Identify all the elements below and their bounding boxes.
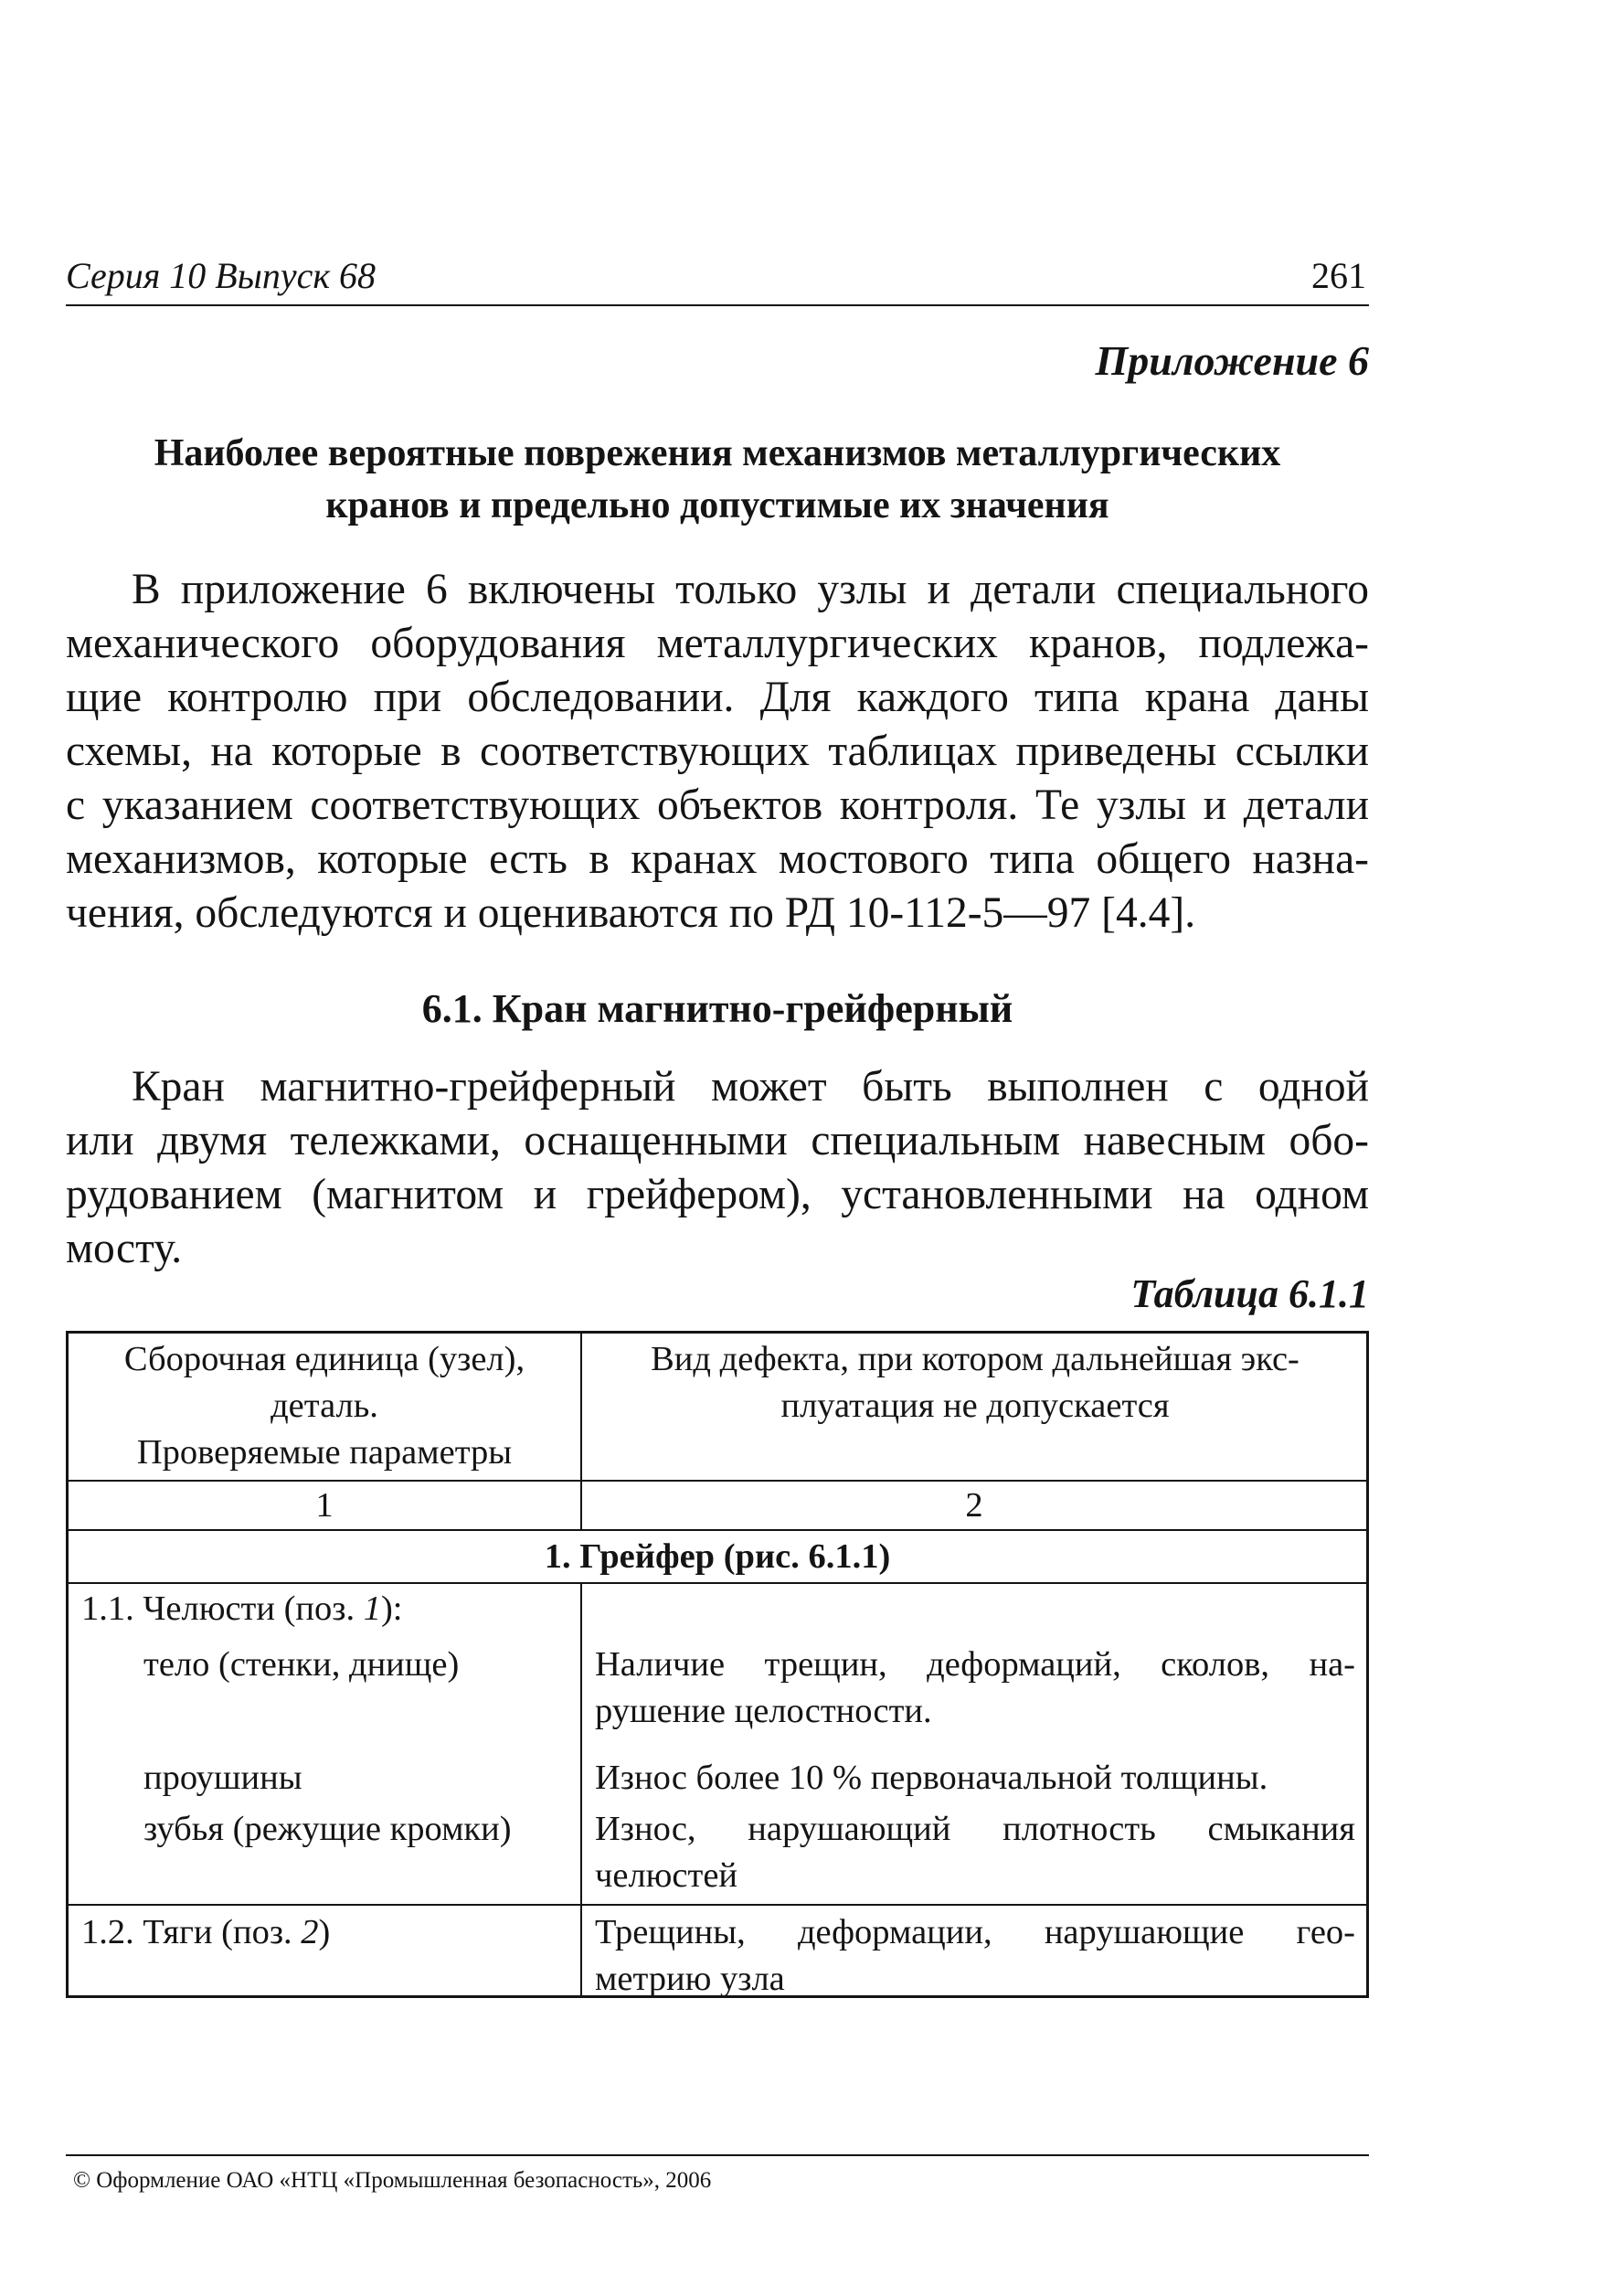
- header-line: Сборочная единица (узел),: [123, 1340, 525, 1378]
- text-line: щие контролю при обследовании. Для каждого типа крана даны: [66, 674, 1369, 721]
- table-col-number: 1: [315, 1486, 334, 1525]
- header-line: деталь.: [270, 1387, 378, 1425]
- header-line: Вид дефекта, при котором дальнейшая экс-: [651, 1340, 1299, 1378]
- copyright-footer: © Оформление ОАО «НТЦ «Промышленная безопасность», 2006: [73, 2168, 712, 2193]
- table-defect-rods: [595, 1909, 1355, 2003]
- text-line: схемы, на которые в соответствующих таблицах приведены ссылки: [66, 728, 1369, 775]
- row-label-suffix: ):: [380, 1589, 403, 1628]
- table-column-divider: [580, 1584, 582, 1998]
- defect-line: Износ, нарушающий плотность смыкания: [595, 1810, 1355, 1848]
- table-row-divider: [69, 1529, 1366, 1531]
- header-line: плуатация не допускается: [780, 1387, 1170, 1425]
- defect-line: челюстей: [595, 1856, 738, 1895]
- table-item-teeth: зубья (режущие кромки): [143, 1810, 512, 1848]
- text-line: чения, обследуются и оцениваются по РД 10-112-5—97 [4.4].: [66, 889, 1196, 937]
- section-heading: 6.1. Кран магнитно-грейферный: [421, 986, 1013, 1031]
- row-label: 1.1. Челюсти (поз.: [81, 1589, 364, 1628]
- table-row-jaws: [81, 1586, 403, 1632]
- defects-table: [66, 1331, 1369, 1998]
- defect-line: Наличие трещин, деформаций, сколов, на-: [595, 1645, 1355, 1684]
- position-number: 2: [301, 1913, 319, 1951]
- position-number: 1: [363, 1589, 381, 1628]
- text-line: или двумя тележками, оснащенными специальным навесным обо-: [66, 1117, 1369, 1164]
- table-header-col2: [593, 1336, 1357, 1430]
- title-line: Наиболее вероятные поврежения механизмов металлургических: [154, 432, 1281, 474]
- row-label-suffix: ): [318, 1913, 331, 1951]
- text-line: Кран магнитно-грейферный может быть выполнен с одной: [132, 1063, 1369, 1111]
- page-number: 261: [1311, 255, 1366, 296]
- text-line: мосту.: [66, 1225, 183, 1272]
- appendix-label: Приложение 6: [1095, 337, 1369, 384]
- table-item-lugs: проушины: [143, 1759, 302, 1797]
- section-paragraph: [66, 1060, 1369, 1276]
- table-caption: Таблица 6.1.1: [1130, 1271, 1369, 1316]
- table-col-number: 2: [965, 1486, 983, 1525]
- table-row-rods: [81, 1909, 330, 1956]
- defect-line: метрию узла: [595, 1960, 785, 1998]
- table-defect-lugs: [595, 1755, 1355, 1802]
- intro-paragraph: [66, 563, 1369, 941]
- text-line: механизмов, которые есть в кранах мостового типа общего назна-: [66, 835, 1369, 883]
- text-line: рудованием (магнитом и грейфером), установленными на одном: [66, 1171, 1369, 1218]
- table-row-divider: [69, 1582, 1366, 1584]
- table-row-divider: [69, 1480, 1366, 1482]
- text-line: механического оборудования металлургических кранов, подлежа-: [66, 620, 1369, 667]
- table-defect-body: [595, 1642, 1355, 1735]
- table-group-title: 1. Грейфер (рис. 6.1.1): [544, 1537, 891, 1576]
- defect-line: Износ более 10 % первоначальной толщины.: [595, 1759, 1268, 1797]
- footer-rule: [66, 2154, 1369, 2156]
- table-defect-teeth: [595, 1806, 1355, 1899]
- text-line: В приложение 6 включены только узлы и детали специального: [132, 566, 1369, 613]
- header-rule: [66, 304, 1369, 306]
- text-line: с указанием соответствующих объектов контроля. Те узлы и детали: [66, 781, 1369, 829]
- table-header-col1: [78, 1336, 571, 1476]
- table-item-body: тело (стенки, днище): [143, 1645, 460, 1684]
- table-row-divider: [69, 1904, 1366, 1906]
- row-label: 1.2. Тяги (поз.: [81, 1913, 302, 1951]
- defect-line: Трещины, деформации, нарушающие гео-: [595, 1913, 1355, 1951]
- page-title: [66, 428, 1369, 532]
- running-header-series: Серия 10 Выпуск 68: [66, 255, 377, 296]
- header-line: Проверяемые параметры: [136, 1433, 513, 1472]
- title-line: кранов и предельно допустимые их значения: [325, 484, 1109, 526]
- defect-line: рушение целостности.: [595, 1692, 932, 1730]
